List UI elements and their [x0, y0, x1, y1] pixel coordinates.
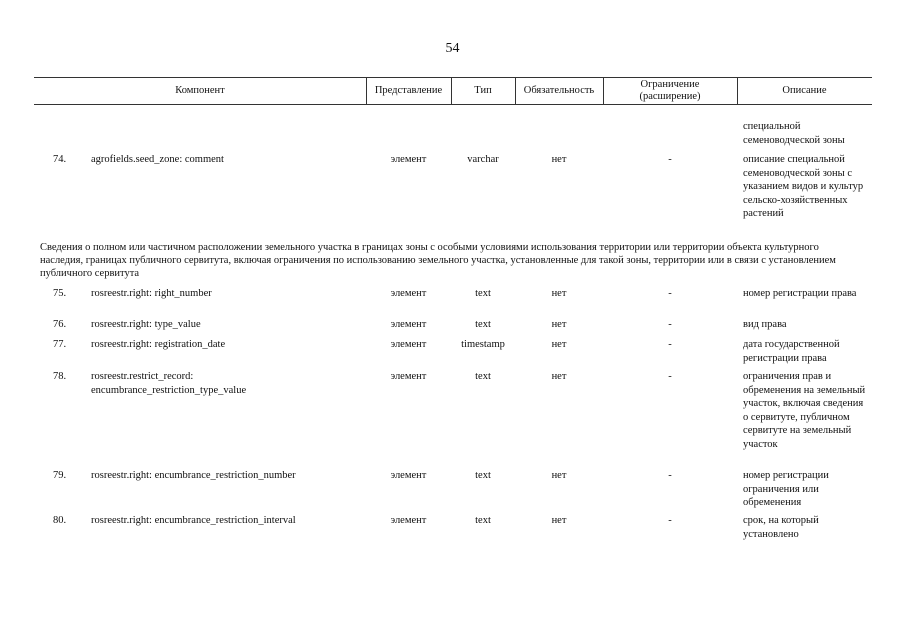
row-constraint: -	[668, 515, 672, 526]
row-component: rosreestr.right: type_value	[91, 319, 201, 330]
row-description: ограничения прав и обременения на земельный участок, включая сведения о сервитуте, публичном сервитуте на земельный участок	[743, 371, 866, 450]
row-description: срок, на который установлено	[743, 515, 819, 540]
row-representation: элемент	[390, 470, 427, 481]
row-required: нет	[551, 371, 567, 382]
row-required: нет	[551, 515, 567, 526]
row-constraint: -	[668, 470, 672, 481]
row-type: timestamp	[461, 339, 505, 350]
row-number: 78.	[53, 371, 67, 382]
page-number: 54	[445, 41, 460, 56]
row-type: text	[475, 288, 491, 299]
row-component: rosreestr.restrict_record: encumbrance_restriction_type_value	[91, 371, 247, 396]
row-component: rosreestr.right: encumbrance_restriction_number	[91, 470, 296, 481]
row-constraint: -	[668, 371, 672, 382]
header-required: Обязательность	[523, 85, 595, 96]
row-number: 75.	[53, 288, 67, 299]
header-representation: Представление	[374, 85, 443, 96]
row-type: text	[475, 319, 491, 330]
row-component: rosreestr.right: right_number	[91, 288, 212, 299]
row-representation: элемент	[390, 339, 427, 350]
row-required: нет	[551, 154, 567, 165]
row-number: 74.	[53, 154, 67, 165]
column-divider	[603, 78, 604, 104]
row-number: 77.	[53, 339, 67, 350]
row-required: нет	[551, 288, 567, 299]
row-description: вид права	[743, 319, 787, 330]
row-constraint: -	[668, 339, 672, 350]
row-constraint: -	[668, 288, 672, 299]
row-required: нет	[551, 319, 567, 330]
table-top-rule	[34, 77, 872, 78]
row-component: agrofields.seed_zone: comment	[91, 154, 224, 165]
row-component: rosreestr.right: registration_date	[91, 339, 226, 350]
row-type: text	[475, 470, 491, 481]
row-type: text	[475, 371, 491, 382]
row-number: 79.	[53, 470, 67, 481]
row-type: varchar	[467, 154, 499, 165]
row-description: дата государственной регистрации права	[743, 339, 840, 364]
row-number: 80.	[53, 515, 67, 526]
row-component: rosreestr.right: encumbrance_restriction_interval	[91, 515, 296, 526]
row-type: text	[475, 515, 491, 526]
row-representation: элемент	[390, 371, 427, 382]
row-description: описание специальной семеноводческой зоны с указанием видов и культур сельско-хозяйственных растений	[743, 154, 864, 219]
row-description: номер регистрации ограничения или обременения	[743, 470, 829, 508]
carryover-description: специальной семеноводческой зоны	[743, 121, 845, 146]
row-constraint: -	[668, 154, 672, 165]
row-required: нет	[551, 339, 567, 350]
row-representation: элемент	[390, 319, 427, 330]
section-heading: Сведения о полном или частичном расположении земельного участка в границах зоны с особыми условиями использования территории или территории объекта культурного наследия, границах публичного сервитута, включая ограничения по использованию земельного участка, установленные для такой зоны, территории или в связи с установлением публичного сервитута	[40, 242, 836, 279]
header-constraint: Ограничение (расширение)	[639, 79, 701, 102]
table-header-rule	[34, 104, 872, 105]
row-number: 76.	[53, 319, 67, 330]
row-required: нет	[551, 470, 567, 481]
row-representation: элемент	[390, 515, 427, 526]
row-description: номер регистрации права	[743, 288, 857, 299]
header-description: Описание	[782, 85, 827, 96]
row-constraint: -	[668, 319, 672, 330]
row-representation: элемент	[390, 154, 427, 165]
header-type: Тип	[474, 85, 492, 96]
header-component: Компонент	[175, 85, 225, 96]
row-representation: элемент	[390, 288, 427, 299]
